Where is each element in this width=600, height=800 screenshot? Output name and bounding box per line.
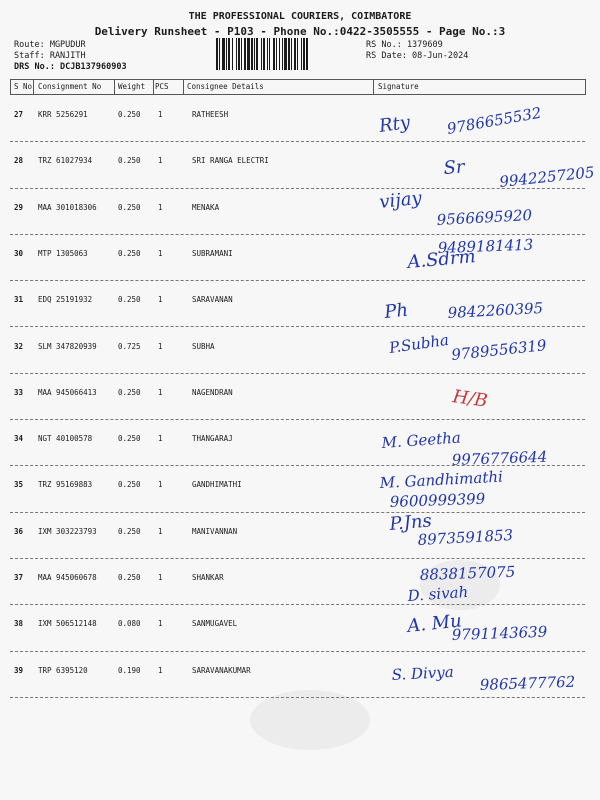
- handwritten-phone: 9791143639: [451, 622, 548, 644]
- handwritten-phone: 9600999399: [389, 489, 486, 511]
- consignment-cell: MTP 1305063: [38, 248, 88, 258]
- sno-cell: 34: [14, 434, 24, 444]
- consignee-cell: MENAKA: [192, 202, 220, 212]
- handwritten-signature: vijay: [378, 187, 423, 213]
- handwritten-phone: 9786655532: [445, 103, 543, 138]
- sno-cell: 39: [14, 665, 24, 675]
- pcs-cell: 1: [158, 110, 163, 119]
- sno-cell: 31: [14, 295, 24, 305]
- handwritten-signature: A.Sdrm: [406, 246, 477, 273]
- pcs-cell: 1: [158, 480, 163, 490]
- handwritten-phone: 9942257205: [498, 163, 596, 191]
- consignment-cell: NGT 40100578: [38, 434, 93, 444]
- handwritten-signature: M. Geetha: [381, 428, 462, 452]
- sno-cell: 38: [14, 619, 24, 629]
- consignee-cell: SUBRAMANI: [192, 248, 233, 258]
- sno-cell: 33: [14, 387, 24, 397]
- consignee-cell: SANMUGAVEL: [192, 619, 238, 629]
- consignment-cell: MAA 945060678: [38, 573, 97, 582]
- consignment-cell: EDQ 25191932: [38, 295, 93, 305]
- consignee-cell: THANGARAJ: [192, 434, 233, 444]
- sno-cell: 28: [14, 156, 24, 166]
- weight-cell: 0.250: [118, 480, 141, 490]
- handwritten-signature: P.Subha: [388, 330, 450, 357]
- pcs-cell: 1: [158, 341, 163, 351]
- pcs-cell: 1: [158, 434, 163, 444]
- handwritten-phone: 9566695920: [436, 206, 533, 229]
- handwritten-signature: Sr: [442, 156, 466, 179]
- pcs-cell: 1: [158, 202, 163, 212]
- sno-cell: 27: [14, 110, 24, 119]
- pcs-cell: 1: [158, 295, 163, 305]
- col-header-sno: S No: [14, 82, 33, 91]
- col-header-weight: Weight: [118, 82, 146, 91]
- staff-label: Staff: RANJITH: [14, 51, 86, 61]
- consignment-cell: MAA 945066413: [38, 387, 97, 397]
- consignee-cell: SUBHA: [192, 341, 215, 351]
- consignment-cell: TRP 6395120: [38, 665, 88, 675]
- handwritten-phone: 8973591853: [417, 526, 514, 549]
- weight-cell: 0.250: [118, 110, 141, 119]
- handwritten-signature: A. Mu: [406, 610, 463, 637]
- rs-date: RS Date: 08-Jun-2024: [366, 51, 469, 61]
- weight-cell: 0.250: [118, 573, 141, 582]
- weight-cell: 0.250: [118, 156, 141, 166]
- handwritten-signature: S. Divya: [391, 662, 455, 684]
- consignment-cell: MAA 301018306: [38, 202, 97, 212]
- weight-cell: 0.080: [118, 619, 141, 629]
- sno-cell: 35: [14, 480, 24, 490]
- weight-cell: 0.190: [118, 665, 141, 675]
- consignee-cell: RATHEESH: [192, 110, 229, 119]
- company-title: THE PROFESSIONAL COURIERS, COIMBATORE: [188, 11, 412, 22]
- consignee-cell: SARAVANAKUMAR: [192, 665, 251, 675]
- handwritten-signature: Rty: [377, 111, 412, 137]
- sno-cell: 32: [14, 341, 24, 351]
- route-label: Route: MGPUDUR: [14, 40, 86, 50]
- handwritten-signature: M. Gandhimathi: [379, 467, 504, 492]
- drs-number: DRS No.: DCJB137960903: [14, 62, 127, 72]
- pcs-cell: 1: [158, 526, 163, 536]
- handwritten-phone: 9842260395: [447, 299, 544, 322]
- sno-cell: 29: [14, 202, 24, 212]
- consignment-cell: SLM 347820939: [38, 341, 97, 351]
- consignee-cell: GANDHIMATHI: [192, 480, 242, 490]
- consignee-cell: SRI RANGA ELECTRI: [192, 156, 269, 166]
- pcs-cell: 1: [158, 156, 163, 166]
- weight-cell: 0.250: [118, 248, 141, 258]
- handwritten-signature: H/B: [451, 386, 489, 412]
- handwritten-phone: 9865477762: [479, 672, 576, 694]
- handwritten-signature: Ph: [383, 299, 410, 323]
- consignment-cell: IXM 506512148: [38, 619, 97, 629]
- handwritten-phone: 9789556319: [450, 336, 548, 364]
- sno-cell: 36: [14, 526, 24, 536]
- pcs-cell: 1: [158, 619, 163, 629]
- consignment-cell: TRZ 61027934: [38, 156, 93, 166]
- pcs-cell: 1: [158, 387, 163, 397]
- consignee-cell: SARAVANAN: [192, 295, 233, 305]
- pcs-cell: 1: [158, 573, 163, 582]
- consignment-cell: TRZ 95169883: [38, 480, 93, 490]
- col-header-pcs: PCS: [155, 82, 169, 91]
- consignee-cell: MANIVANNAN: [192, 526, 238, 536]
- weight-cell: 0.250: [118, 434, 141, 444]
- handwritten-phone: 9489181413: [437, 235, 534, 257]
- consignee-cell: NAGENDRAN: [192, 387, 233, 397]
- rs-number: RS No.: 1379609: [366, 40, 443, 50]
- weight-cell: 0.250: [118, 526, 141, 536]
- consignment-cell: IXM 303223793: [38, 526, 97, 536]
- weight-cell: 0.250: [118, 202, 141, 212]
- pcs-cell: 1: [158, 665, 163, 675]
- col-header-consignee: Consignee Details: [187, 82, 264, 91]
- handwritten-phone: 8838157075: [419, 562, 516, 584]
- sno-cell: 37: [14, 573, 24, 582]
- consignee-cell: SHANKAR: [192, 573, 224, 582]
- sno-cell: 30: [14, 248, 24, 258]
- handwritten-signature: P.Jns: [388, 510, 433, 535]
- consignment-cell: KRR 5256291: [38, 110, 88, 119]
- col-header-consignment: Consignment No: [38, 82, 102, 91]
- pcs-cell: 1: [158, 248, 163, 258]
- weight-cell: 0.725: [118, 341, 141, 351]
- weight-cell: 0.250: [118, 295, 141, 305]
- handwritten-phone: 9976776644: [451, 447, 548, 469]
- handwritten-signature: D. sivah: [407, 582, 469, 605]
- col-header-signature: Signature: [378, 82, 419, 91]
- runsheet-title: Delivery Runsheet - P103 - Phone No.:0422-3505555 - Page No.:3: [94, 25, 506, 38]
- weight-cell: 0.250: [118, 387, 141, 397]
